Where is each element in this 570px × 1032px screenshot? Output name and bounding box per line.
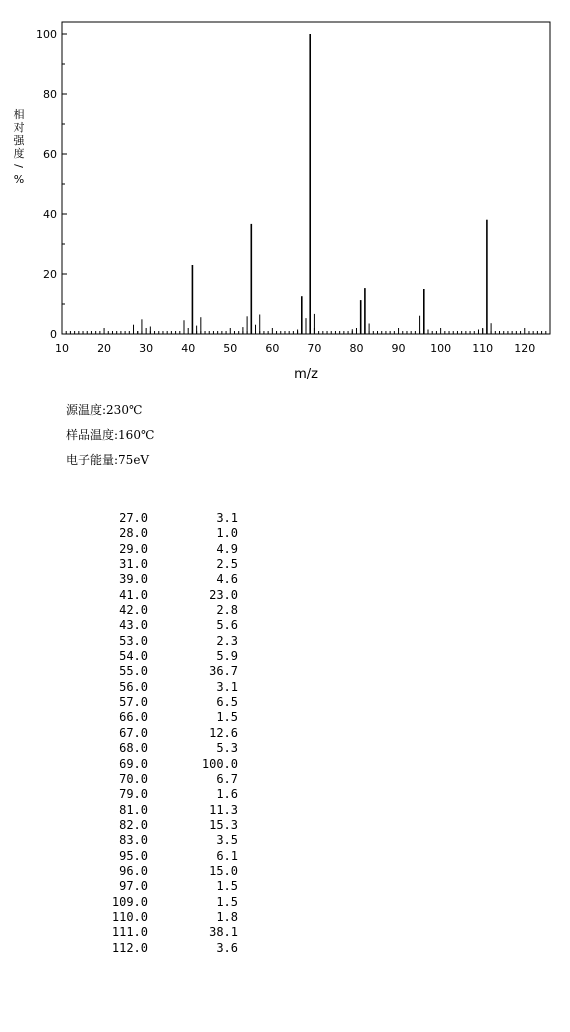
peak-mz: 67.0 xyxy=(119,725,148,740)
x-tick-label: 10 xyxy=(55,342,69,355)
table-row xyxy=(96,572,238,587)
table-row xyxy=(96,818,238,833)
peak-intensity: 1.5 xyxy=(216,879,238,894)
y-tick-label: 0 xyxy=(50,328,57,341)
peak-intensity: 38.1 xyxy=(209,925,238,940)
peak-intensity: 23.0 xyxy=(209,587,238,602)
table-row xyxy=(96,726,238,741)
peak-mz: 97.0 xyxy=(119,879,148,894)
y-tick-label: 60 xyxy=(43,148,57,161)
y-axis-label-char: % xyxy=(13,173,25,186)
peak-intensity: 6.7 xyxy=(216,771,238,786)
peak-mz: 43.0 xyxy=(119,618,148,633)
peak-table xyxy=(96,511,238,956)
x-tick-label: 80 xyxy=(349,342,364,355)
table-row xyxy=(96,603,238,618)
peak-mz: 112.0 xyxy=(111,940,148,955)
peak-mz: 96.0 xyxy=(119,863,148,878)
peak-mz: 95.0 xyxy=(119,848,148,863)
peak-mz: 111.0 xyxy=(111,925,148,940)
peak-mz: 28.0 xyxy=(119,526,148,541)
axis-ticks xyxy=(62,34,550,334)
x-tick-label: 110 xyxy=(472,342,494,355)
peak-intensity: 4.6 xyxy=(216,572,238,587)
peak-intensity: 3.5 xyxy=(216,833,238,848)
y-axis-label-char: 对 xyxy=(13,121,25,134)
table-row xyxy=(96,695,238,710)
peak-intensity: 1.5 xyxy=(216,894,238,909)
peak-mz: 31.0 xyxy=(119,557,148,572)
peak-mz: 66.0 xyxy=(119,710,148,725)
y-tick-labels xyxy=(36,28,57,341)
y-tick-label: 100 xyxy=(36,28,57,41)
table-row xyxy=(96,833,238,848)
peak-intensity: 100.0 xyxy=(201,756,238,771)
peak-intensity: 3.1 xyxy=(216,679,238,694)
mass-spectrum-chart xyxy=(0,0,570,390)
peak-mz: 54.0 xyxy=(119,649,148,664)
peak-intensity: 5.6 xyxy=(216,618,238,633)
table-row xyxy=(96,511,238,526)
peak-intensity: 4.9 xyxy=(216,541,238,556)
x-tick-label: 20 xyxy=(97,342,112,355)
table-row xyxy=(96,757,238,772)
source-temperature: 源温度:230℃ xyxy=(66,403,143,417)
peak-intensity: 1.6 xyxy=(216,787,238,802)
peak-intensity: 11.3 xyxy=(209,802,238,817)
table-row xyxy=(96,803,238,818)
peak-intensity: 15.3 xyxy=(209,817,238,832)
sample-temperature: 样品温度:160℃ xyxy=(66,428,155,442)
peak-mz: 79.0 xyxy=(119,787,148,802)
plot-frame xyxy=(62,22,550,334)
y-axis-label-char: 强 xyxy=(13,134,25,147)
table-row xyxy=(96,557,238,572)
peak-intensity: 5.9 xyxy=(216,649,238,664)
peak-bars xyxy=(134,34,492,334)
table-row xyxy=(96,741,238,756)
peak-mz: 82.0 xyxy=(119,817,148,832)
peak-intensity: 1.0 xyxy=(216,526,238,541)
table-row xyxy=(96,710,238,725)
x-tick-label: 40 xyxy=(181,342,196,355)
x-tick-label: 100 xyxy=(430,342,452,355)
peak-intensity: 1.8 xyxy=(216,909,238,924)
table-row xyxy=(96,634,238,649)
peak-mz: 39.0 xyxy=(119,572,148,587)
table-row xyxy=(96,664,238,679)
table-row xyxy=(96,649,238,664)
x-tick-label: 90 xyxy=(391,342,406,355)
table-row xyxy=(96,849,238,864)
table-row xyxy=(96,680,238,695)
peak-mz: 109.0 xyxy=(111,894,148,909)
peak-mz: 29.0 xyxy=(119,541,148,556)
table-row xyxy=(96,864,238,879)
peak-mz: 57.0 xyxy=(119,695,148,710)
table-row xyxy=(96,772,238,787)
peak-mz: 70.0 xyxy=(119,771,148,786)
y-axis-label xyxy=(12,107,26,186)
table-row xyxy=(96,588,238,603)
y-tick-label: 40 xyxy=(43,208,57,221)
y-tick-label: 20 xyxy=(43,268,57,281)
x-tick-label: 70 xyxy=(307,342,322,355)
peak-intensity: 1.5 xyxy=(216,710,238,725)
peak-intensity: 5.3 xyxy=(216,741,238,756)
x-tick-labels xyxy=(55,342,535,355)
peak-mz: 55.0 xyxy=(119,664,148,679)
peak-mz: 68.0 xyxy=(119,741,148,756)
peak-mz: 41.0 xyxy=(119,587,148,602)
peak-intensity: 6.1 xyxy=(216,848,238,863)
table-row xyxy=(96,941,238,956)
table-row xyxy=(96,787,238,802)
x-tick-label: 30 xyxy=(139,342,154,355)
peak-intensity: 36.7 xyxy=(209,664,238,679)
x-tick-label: 120 xyxy=(514,342,536,355)
peak-mz: 56.0 xyxy=(119,679,148,694)
y-tick-label: 80 xyxy=(43,88,57,101)
x-axis-label: m/z xyxy=(294,367,318,382)
peak-mz: 69.0 xyxy=(119,756,148,771)
peak-mz: 42.0 xyxy=(119,603,148,618)
table-row xyxy=(96,542,238,557)
y-axis-label-char: 相 xyxy=(13,108,25,121)
x-tick-label: 50 xyxy=(223,342,238,355)
peak-intensity: 2.5 xyxy=(216,557,238,572)
table-row xyxy=(96,895,238,910)
peak-intensity: 3.6 xyxy=(216,940,238,955)
peak-intensity: 3.1 xyxy=(216,511,238,525)
peak-intensity: 6.5 xyxy=(216,695,238,710)
electron-energy: 电子能量:75eV xyxy=(66,453,150,467)
peak-mz: 53.0 xyxy=(119,633,148,648)
y-axis-label-char: 度 xyxy=(13,147,25,160)
peak-mz: 83.0 xyxy=(119,833,148,848)
peak-mz: 27.0 xyxy=(119,511,148,525)
peak-intensity: 2.3 xyxy=(216,633,238,648)
table-row xyxy=(96,879,238,894)
peak-intensity: 2.8 xyxy=(216,603,238,618)
peak-intensity: 12.6 xyxy=(209,725,238,740)
y-axis-label-char: / xyxy=(12,164,25,168)
peak-intensity: 15.0 xyxy=(209,863,238,878)
instrument-conditions xyxy=(66,400,154,475)
table-row xyxy=(96,526,238,541)
table-row xyxy=(96,618,238,633)
table-row xyxy=(96,910,238,925)
x-tick-label: 60 xyxy=(265,342,280,355)
peak-mz: 110.0 xyxy=(111,909,148,924)
table-row xyxy=(96,925,238,940)
peak-mz: 81.0 xyxy=(119,802,148,817)
